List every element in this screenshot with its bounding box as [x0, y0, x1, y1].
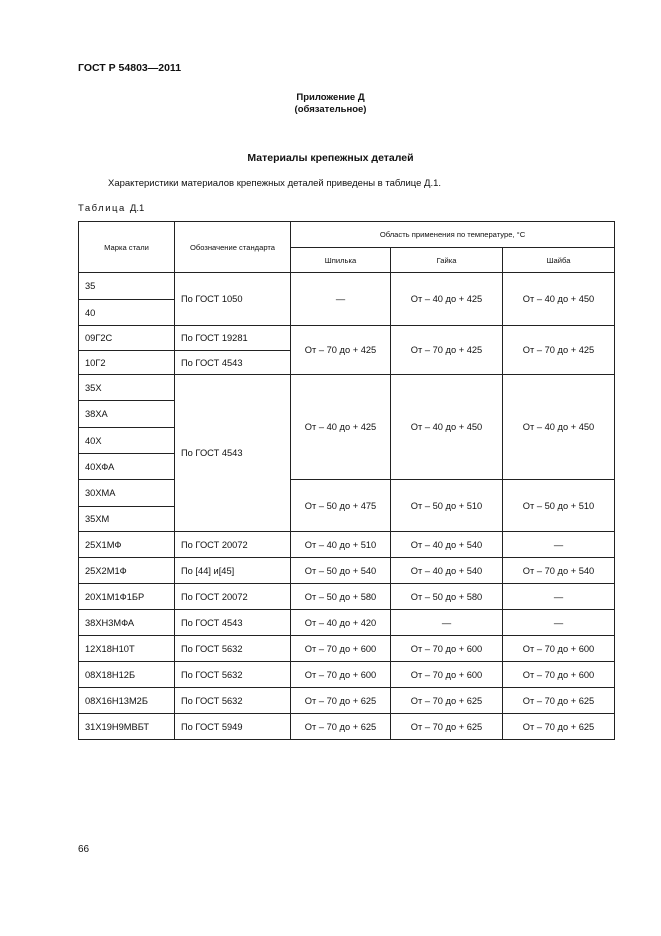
stud-temp-cell: От – 50 до + 540 — [291, 558, 391, 584]
grade-cell: 20Х1М1Ф1БР — [79, 584, 175, 610]
nut-temp-cell: От – 40 до + 540 — [391, 532, 503, 558]
grade-cell: 40ХФА — [79, 454, 175, 480]
grade-cell: 40Х — [79, 428, 175, 454]
table-row — [79, 558, 615, 584]
stud-temp-cell: От – 70 до + 625 — [291, 714, 391, 740]
nut-temp-cell: От – 70 до + 625 — [391, 714, 503, 740]
washer-temp-cell: От – 40 до + 450 — [503, 375, 615, 480]
table-row — [79, 662, 615, 688]
washer-temp-cell: От – 70 до + 600 — [503, 636, 615, 662]
washer-temp-cell: — — [503, 610, 615, 636]
stud-temp-cell: От – 40 до + 420 — [291, 610, 391, 636]
table-row — [79, 714, 615, 740]
grade-cell: 08Х18Н12Б — [79, 662, 175, 688]
grade-cell: 12Х18Н10Т — [79, 636, 175, 662]
table-row — [79, 584, 615, 610]
intro-paragraph: Характеристики материалов крепежных деталей приведены в таблице Д.1. — [108, 178, 442, 189]
header-temp-range: Область применения по температуре, °С — [291, 222, 615, 248]
standard-cell: По ГОСТ 20072 — [175, 532, 291, 558]
nut-temp-cell: От – 70 до + 625 — [391, 688, 503, 714]
table-caption-word: Таблица — [78, 203, 126, 214]
stud-temp-cell: От – 50 до + 580 — [291, 584, 391, 610]
nut-temp-cell: От – 70 до + 425 — [391, 326, 503, 375]
nut-temp-cell: От – 50 до + 510 — [391, 480, 503, 532]
stud-temp-cell: От – 70 до + 625 — [291, 688, 391, 714]
stud-temp-cell: — — [291, 273, 391, 326]
table-caption-number: Д.1 — [129, 203, 145, 214]
washer-temp-cell: От – 40 до + 450 — [503, 273, 615, 326]
washer-temp-cell: От – 70 до + 600 — [503, 662, 615, 688]
table-row — [79, 480, 615, 507]
washer-temp-cell: От – 70 до + 625 — [503, 714, 615, 740]
nut-temp-cell: От – 40 до + 540 — [391, 558, 503, 584]
document-header: ГОСТ Р 54803—2011 — [78, 62, 182, 74]
washer-temp-cell: — — [503, 584, 615, 610]
appendix-note: (обязательное) — [294, 104, 367, 115]
stud-temp-cell: От – 70 до + 600 — [291, 662, 391, 688]
header-standard: Обозначение стандарта — [175, 222, 291, 273]
appendix-heading — [0, 92, 661, 116]
standard-cell: По ГОСТ 5632 — [175, 662, 291, 688]
header-washer: Шайба — [503, 248, 615, 273]
grade-cell: 25Х1МФ — [79, 532, 175, 558]
standard-cell: По ГОСТ 4543 — [175, 351, 291, 375]
grade-cell: 38ХН3МФА — [79, 610, 175, 636]
table-row — [79, 326, 615, 351]
grade-cell: 40 — [79, 300, 175, 326]
nut-temp-cell: От – 70 до + 600 — [391, 662, 503, 688]
table-row — [79, 636, 615, 662]
standard-cell: По ГОСТ 4543 — [175, 610, 291, 636]
washer-temp-cell: От – 70 до + 540 — [503, 558, 615, 584]
stud-temp-cell: От – 40 до + 510 — [291, 532, 391, 558]
table-header-row — [79, 222, 615, 248]
appendix-title: Приложение Д — [296, 92, 365, 103]
header-nut: Гайка — [391, 248, 503, 273]
stud-temp-cell: От – 40 до + 425 — [291, 375, 391, 480]
washer-temp-cell: От – 70 до + 625 — [503, 688, 615, 714]
materials-table — [78, 221, 615, 740]
washer-temp-cell: От – 70 до + 425 — [503, 326, 615, 375]
nut-temp-cell: От – 50 до + 580 — [391, 584, 503, 610]
table-row — [79, 273, 615, 300]
grade-cell: 31Х19Н9МВБТ — [79, 714, 175, 740]
standard-cell: По ГОСТ 5632 — [175, 688, 291, 714]
nut-temp-cell: От – 40 до + 425 — [391, 273, 503, 326]
grade-cell: 35ХМ — [79, 507, 175, 532]
table-caption — [78, 203, 144, 214]
header-stud: Шпилька — [291, 248, 391, 273]
standard-cell: По ГОСТ 19281 — [175, 326, 291, 351]
nut-temp-cell: От – 70 до + 600 — [391, 636, 503, 662]
nut-temp-cell: — — [391, 610, 503, 636]
table-row — [79, 532, 615, 558]
header-grade: Марка стали — [79, 222, 175, 273]
washer-temp-cell: — — [503, 532, 615, 558]
standard-cell: По ГОСТ 4543 — [175, 375, 291, 532]
standard-cell: По ГОСТ 5949 — [175, 714, 291, 740]
grade-cell: 08Х16Н13М2Б — [79, 688, 175, 714]
standard-cell: По ГОСТ 5632 — [175, 636, 291, 662]
grade-cell: 09Г2С — [79, 326, 175, 351]
grade-cell: 30ХМА — [79, 480, 175, 507]
table-row — [79, 610, 615, 636]
grade-cell: 38ХА — [79, 401, 175, 428]
stud-temp-cell: От – 50 до + 475 — [291, 480, 391, 532]
stud-temp-cell: От – 70 до + 425 — [291, 326, 391, 375]
washer-temp-cell: От – 50 до + 510 — [503, 480, 615, 532]
page-number: 66 — [78, 844, 90, 855]
grade-cell: 35Х — [79, 375, 175, 401]
standard-cell: По ГОСТ 1050 — [175, 273, 291, 326]
nut-temp-cell: От – 40 до + 450 — [391, 375, 503, 480]
table-row — [79, 375, 615, 401]
table-row — [79, 688, 615, 714]
grade-cell: 35 — [79, 273, 175, 300]
stud-temp-cell: От – 70 до + 600 — [291, 636, 391, 662]
standard-cell: По ГОСТ 20072 — [175, 584, 291, 610]
section-title: Материалы крепежных деталей — [247, 152, 414, 164]
grade-cell: 25Х2М1Ф — [79, 558, 175, 584]
grade-cell: 10Г2 — [79, 351, 175, 375]
standard-cell: По [44] и[45] — [175, 558, 291, 584]
